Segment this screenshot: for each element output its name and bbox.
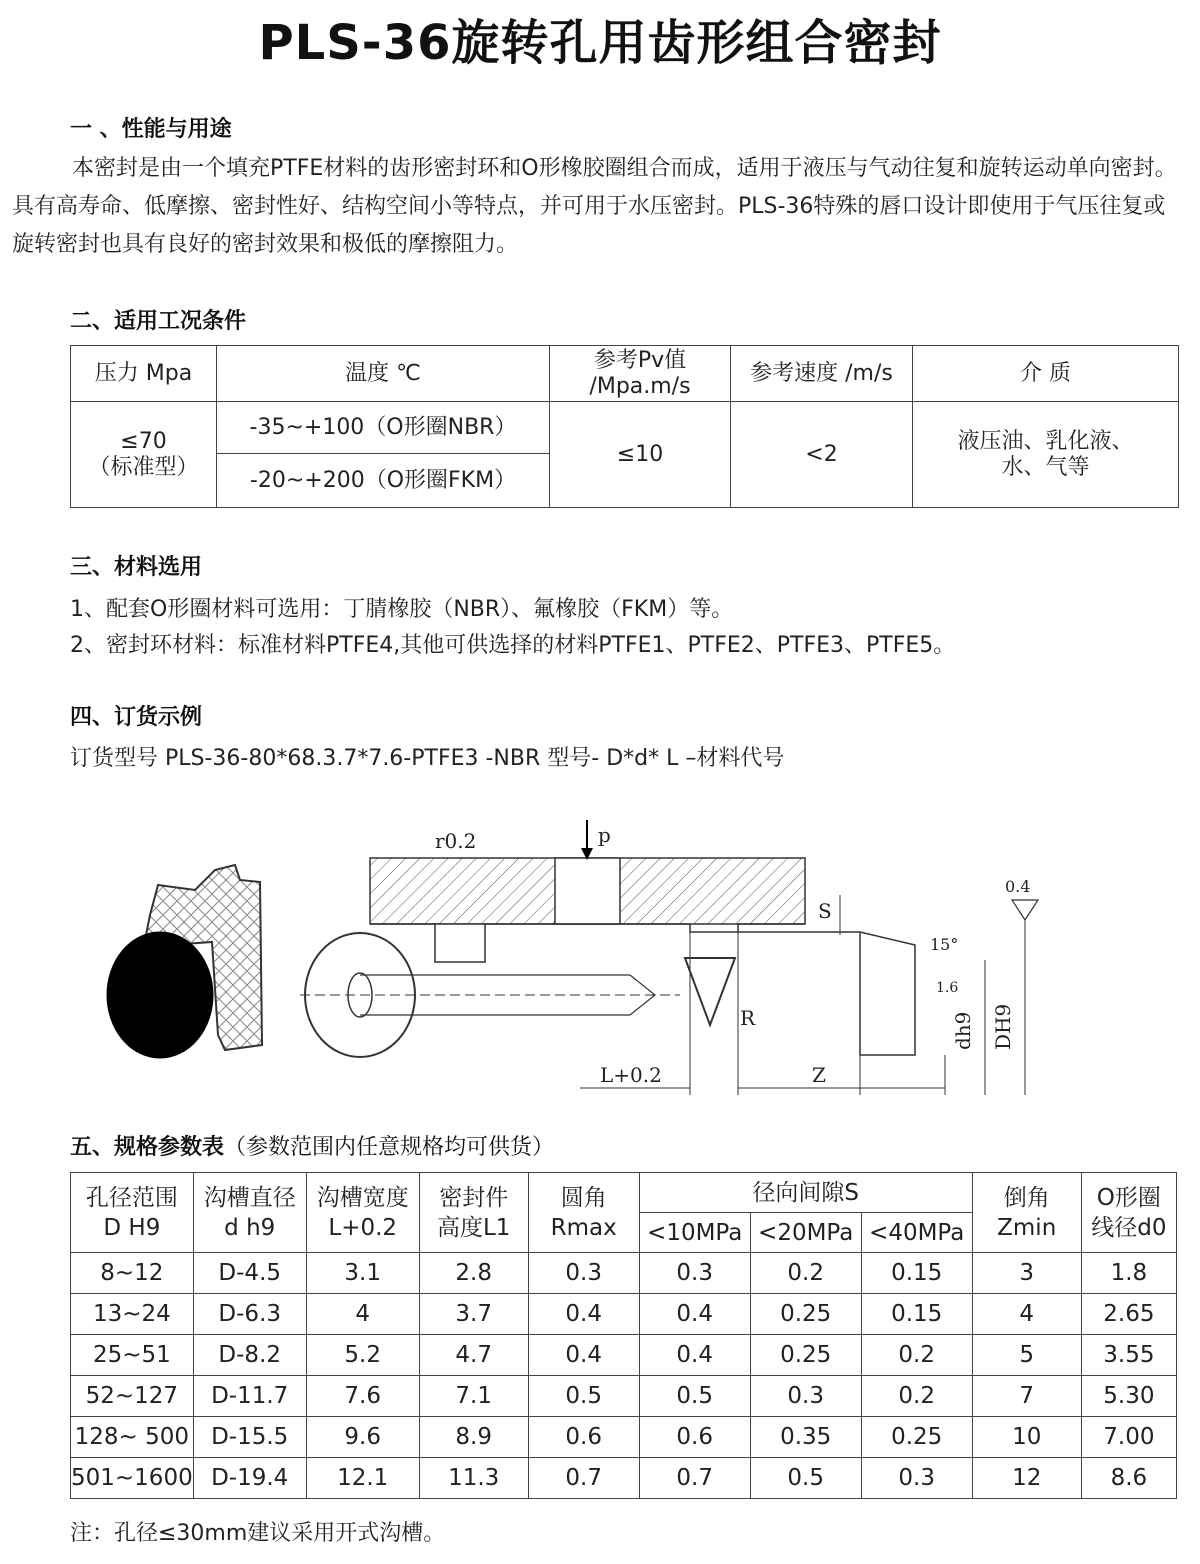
spec-cell-bore: 501~1600 [71,1458,194,1499]
label-04: 0.4 [1005,877,1031,896]
spec-cell-groove-width: 5.2 [306,1335,419,1376]
spec-cell-bore: 52~127 [71,1376,194,1417]
spec-cell-seal-height: 11.3 [419,1458,528,1499]
spec-cell-clearance-10: 0.4 [639,1294,750,1335]
cond-header-pv [550,346,731,402]
spec-cell-clearance-40: 0.2 [861,1335,972,1376]
cond-header-speed: 参考速度 /m/s [731,346,913,402]
cond-pressure-note: （标准型） [88,454,199,480]
cond-temp-nbr: -35~+100（O形圈NBR） [217,402,550,454]
spec-cell-clearance-20: 0.25 [750,1294,861,1335]
spec-table-body [71,1253,1177,1499]
label-16: 1.6 [936,980,959,996]
table-row [71,1376,1177,1417]
spec-header-seal-height: 密封件 高度L1 [419,1173,528,1253]
groove-drawing [300,820,1038,1095]
seal-section-drawing [107,865,262,1058]
spec-cell-groove-dia: D-15.5 [193,1417,306,1458]
spec-cell-radius: 0.5 [528,1376,639,1417]
table-row [71,1458,1177,1499]
cond-header-medium: 介 质 [913,346,1179,402]
spec-cell-groove-width: 9.6 [306,1417,419,1458]
spec-cell-radius: 0.4 [528,1335,639,1376]
spec-cell-bore: 8~12 [71,1253,194,1294]
cond-header-temp: 温度 ℃ [217,346,550,402]
spec-header-clearance: 径向间隙S [639,1173,972,1213]
spec-cell-seal-height: 3.7 [419,1294,528,1335]
spec-cell-seal-height: 8.9 [419,1417,528,1458]
spec-table [70,1172,1177,1499]
order-example: 订货型号 PLS-36-80*68.3.7*7.6-PTFE3 -NBR 型号- D*d* L –材料代号 [70,746,785,771]
spec-cell-clearance-10: 0.6 [639,1417,750,1458]
spec-cell-groove-width: 12.1 [306,1458,419,1499]
label-15deg: 15° [930,935,959,954]
spec-cell-oring: 1.8 [1081,1253,1176,1294]
label-r02: r0.2 [435,829,477,853]
spec-cell-bore: 13~24 [71,1294,194,1335]
cond-temp-fkm: -20~+200（O形圈FKM） [217,454,550,508]
footnote: 注：孔径≤30mm建议采用开式沟槽。 [70,1521,446,1546]
cond-medium-line1: 液压油、乳化液、 [957,428,1134,454]
label-s: S [818,899,832,923]
spec-cell-clearance-40: 0.25 [861,1417,972,1458]
spec-cell-chamfer: 12 [972,1458,1081,1499]
material-line-1: 1、配套O形圈材料可选用：丁腈橡胶（NBR）、氟橡胶（FKM）等。 [70,597,734,622]
label-dh9: dh9 [951,1011,975,1050]
cond-header-pressure: 压力 Mpa [71,346,217,402]
spec-cell-groove-width: 3.1 [306,1253,419,1294]
section2-heading: 二、适用工况条件 [70,309,247,334]
cond-speed: <2 [731,402,913,508]
cond-pressure-value: ≤70 [120,428,167,454]
spec-header-clearance-10: <10MPa [639,1213,750,1253]
page-title: PLS-36旋转孔用齿形组合密封 [258,15,942,71]
spec-cell-clearance-40: 0.15 [861,1253,972,1294]
spec-cell-radius: 0.6 [528,1417,639,1458]
spec-cell-groove-dia: D-4.5 [193,1253,306,1294]
table-row [71,1253,1177,1294]
spec-cell-groove-dia: D-19.4 [193,1458,306,1499]
spec-cell-clearance-40: 0.2 [861,1376,972,1417]
spec-cell-clearance-40: 0.15 [861,1294,972,1335]
table-row [71,1335,1177,1376]
spec-cell-groove-width: 4 [306,1294,419,1335]
spec-cell-chamfer: 3 [972,1253,1081,1294]
section5-heading-text: 五、规格参数表 [70,1135,225,1160]
spec-cell-clearance-20: 0.2 [750,1253,861,1294]
spec-cell-oring: 7.00 [1081,1417,1176,1458]
spec-cell-clearance-10: 0.4 [639,1335,750,1376]
spec-cell-clearance-20: 0.5 [750,1458,861,1499]
spec-cell-chamfer: 7 [972,1376,1081,1417]
cond-pv: ≤10 [550,402,731,508]
spec-cell-chamfer: 4 [972,1294,1081,1335]
label-l02: L+0.2 [600,1063,662,1087]
cond-header-pv-line2: /Mpa.m/s [589,373,691,399]
spec-header-groove-dia: 沟槽直径 d h9 [193,1173,306,1253]
spec-cell-bore: 25~51 [71,1335,194,1376]
section1-text: 本密封是由一个填充PTFE材料的齿形密封环和O形橡胶圈组合而成，适用于液压与气动往复和旋转运动单向密封。具有高寿命、低摩擦、密封性好、结构空间小等特点，并可用于水压密封。PLS-36特殊的唇口设计即使用于气压往复或旋转密封也具有良好的密封效果和极低的摩擦阻力。 [12,156,1177,257]
spec-cell-oring: 2.65 [1081,1294,1176,1335]
spec-cell-chamfer: 10 [972,1417,1081,1458]
spec-cell-radius: 0.4 [528,1294,639,1335]
spec-cell-groove-dia: D-11.7 [193,1376,306,1417]
label-r: R [740,1006,756,1030]
spec-cell-seal-height: 2.8 [419,1253,528,1294]
spec-cell-oring: 5.30 [1081,1376,1176,1417]
section3-heading: 三、材料选用 [70,555,203,580]
spec-header-bore: 孔径范围 D H9 [71,1173,194,1253]
section1-heading: 一 、性能与用途 [70,117,232,142]
spec-cell-oring: 8.6 [1081,1458,1176,1499]
section5-heading [70,1130,554,1161]
material-line-2: 2、密封环材料：标准材料PTFE4,其他可供选择的材料PTFE1、PTFE2、PTFE3、PTFE5。 [70,633,956,658]
spec-cell-clearance-10: 0.3 [639,1253,750,1294]
spec-header-groove-width: 沟槽宽度 L+0.2 [306,1173,419,1253]
cond-pressure [71,402,217,508]
table-row [71,1294,1177,1335]
spec-cell-clearance-20: 0.25 [750,1335,861,1376]
label-z: Z [812,1063,826,1087]
spec-cell-seal-height: 7.1 [419,1376,528,1417]
spec-cell-groove-width: 7.6 [306,1376,419,1417]
label-p: p [598,823,611,847]
cond-header-pv-line1: 参考Pv值 [593,347,687,373]
cond-medium [913,402,1179,508]
spec-header-clearance-20: <20MPa [750,1213,861,1253]
spec-cell-seal-height: 4.7 [419,1335,528,1376]
spec-cell-radius: 0.7 [528,1458,639,1499]
spec-cell-clearance-10: 0.7 [639,1458,750,1499]
spec-cell-clearance-40: 0.3 [861,1458,972,1499]
conditions-table [70,345,1179,508]
spec-cell-groove-dia: D-6.3 [193,1294,306,1335]
spec-cell-clearance-10: 0.5 [639,1376,750,1417]
section5-subheading: （参数范围内任意规格均可供货） [224,1135,555,1160]
spec-cell-bore: 128~ 500 [71,1417,194,1458]
table-row [71,1417,1177,1458]
spec-cell-clearance-20: 0.3 [750,1376,861,1417]
spec-cell-chamfer: 5 [972,1335,1081,1376]
spec-header-chamfer: 倒角 Zmin [972,1173,1081,1253]
cond-medium-line2: 水、气等 [1001,454,1090,480]
spec-cell-groove-dia: D-8.2 [193,1335,306,1376]
label-DH9: DH9 [991,1003,1015,1050]
section4-heading: 四、订货示例 [70,705,203,730]
spec-cell-oring: 3.55 [1081,1335,1176,1376]
spec-header-oring: O形圈 线径d0 [1081,1173,1176,1253]
spec-cell-clearance-20: 0.35 [750,1417,861,1458]
spec-header-clearance-40: <40MPa [861,1213,972,1253]
seal-groove-diagram [100,810,1060,1110]
spec-header-radius: 圆角 Rmax [528,1173,639,1253]
spec-cell-radius: 0.3 [528,1253,639,1294]
